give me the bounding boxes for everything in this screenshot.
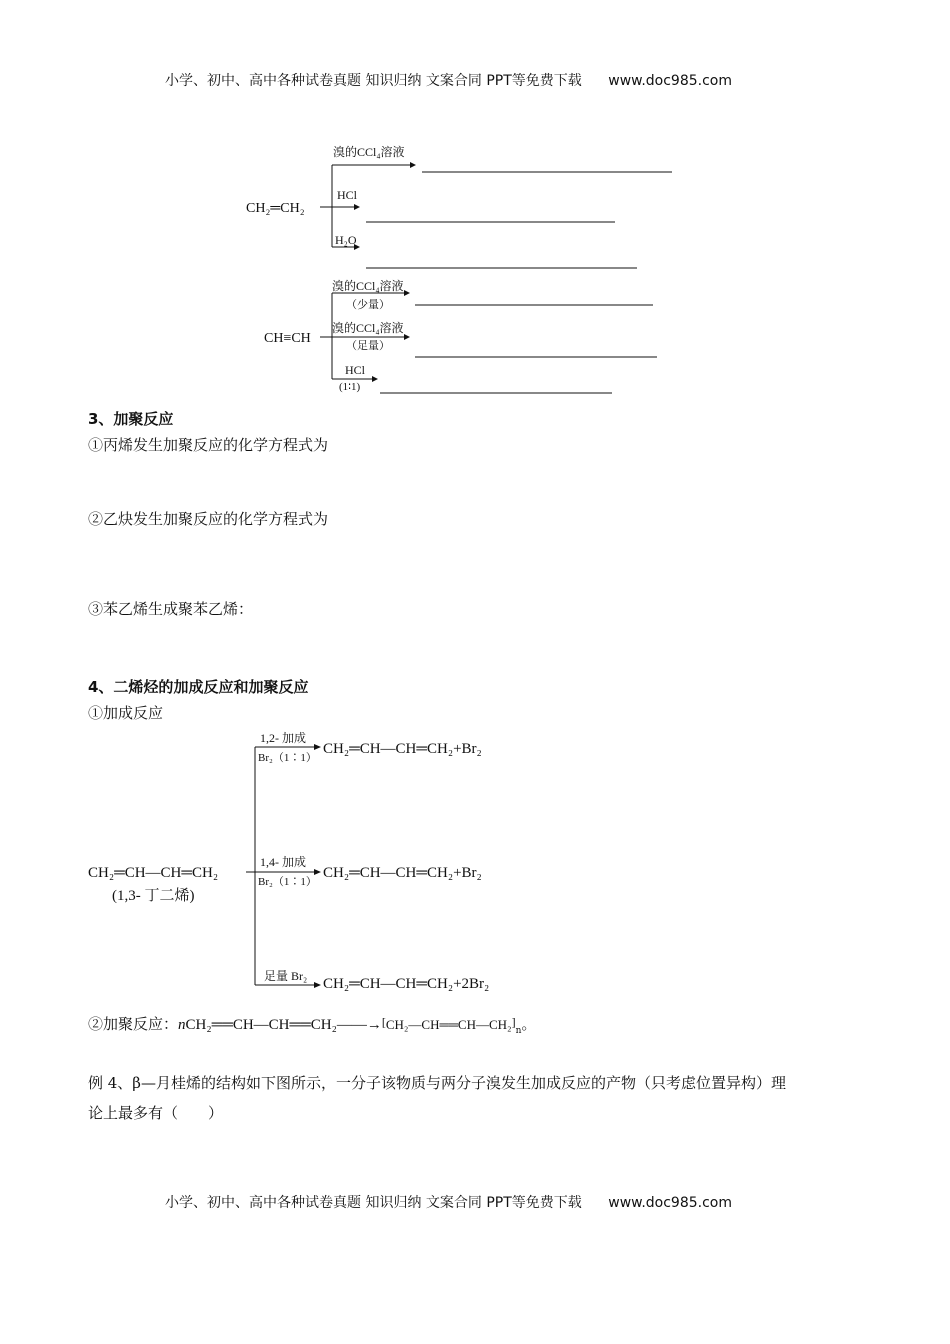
reaction-arrow: ——→	[336, 1017, 382, 1033]
polymerization-reactant: CH₂══CH—CH══CH₂	[185, 1017, 337, 1033]
acetylene-reaction-diagram	[0, 275, 950, 400]
example-4-line-1: 例 4、β—月桂烯的结构如下图所示，一分子该物质与两分子溴发生加成反应的产物（只考虑位置异构）理	[88, 1074, 786, 1092]
reagent-water: H₂O	[335, 233, 357, 247]
branch-reagent-1-4: Br₂（1∶1）	[258, 876, 317, 888]
acetylene-formula: CH≡CH	[264, 331, 311, 346]
example-4-line-2: 论上最多有（ ）	[88, 1104, 224, 1122]
footer-text: 小学、初中、高中各种试卷真题 知识归纳 文案合同 PPT等免费下载	[165, 1195, 582, 1211]
polymerization-equation	[88, 1013, 536, 1036]
coefficient-n: n	[178, 1017, 186, 1033]
butadiene-name: (1,3- 丁二烯)	[112, 888, 195, 904]
reagent-hcl: HCl	[337, 188, 358, 202]
butadiene-addition-diagram	[0, 725, 950, 1000]
condition-excess: （足量）	[346, 340, 390, 352]
condition-ratio: (1∶1)	[339, 381, 361, 393]
section-3-title: 3、加聚反应	[88, 410, 174, 428]
bracket-open: [	[381, 1015, 386, 1029]
ethylene-formula: CH₂═CH₂	[246, 201, 305, 216]
section-4-title: 4、二烯烃的加成反应和加聚反应	[88, 678, 309, 696]
branch-label-excess-br2: 足量 Br₂	[264, 969, 308, 983]
equation-1-2-addition: CH₂═CH—CH═CH₂+Br₂	[323, 741, 482, 757]
page-footer	[165, 1192, 732, 1212]
branch-reagent-1-2: Br₂（1∶1）	[258, 752, 317, 764]
ethylene-reaction-diagram	[0, 135, 950, 275]
bracket-close: ]	[511, 1015, 516, 1029]
polymer-repeat-unit: CH₂—CH══CH—CH₂	[385, 1017, 512, 1032]
section-3-item-2: ②乙炔发生加聚反应的化学方程式为	[88, 510, 329, 528]
branch-label-1-4-addition: 1,4- 加成	[260, 855, 306, 869]
footer-url: www.doc985.com	[608, 1195, 732, 1211]
branch-label-1-2-addition: 1,2- 加成	[260, 731, 306, 745]
section-3-item-3: ③苯乙烯生成聚苯乙烯：	[88, 600, 254, 618]
equation-1-4-addition: CH₂═CH—CH═CH₂+Br₂	[323, 865, 482, 881]
polymer-subscript-n: n	[515, 1026, 522, 1036]
header-text: 小学、初中、高中各种试卷真题 知识归纳 文案合同 PPT等免费下载	[165, 73, 582, 89]
section-4-sub1: ①加成反应	[88, 704, 164, 722]
header-url: www.doc985.com	[608, 73, 732, 89]
equation-excess-br2: CH₂═CH—CH═CH₂+2Br₂	[323, 976, 490, 992]
reagent-bromine-small: 溴的CCl₄溶液	[332, 279, 404, 293]
polymerization-label: ②加聚反应：	[88, 1015, 179, 1033]
page-header	[165, 70, 732, 90]
reagent-bromine-excess: 溴的CCl₄溶液	[332, 321, 404, 335]
reagent-bromine-ccl4: 溴的CCl₄溶液	[333, 145, 405, 159]
condition-small-amount: （少量）	[346, 299, 390, 311]
reagent-hcl-acetylene: HCl	[345, 363, 366, 377]
sentence-end: 。	[521, 1015, 537, 1033]
butadiene-formula: CH₂═CH—CH═CH₂	[88, 865, 219, 881]
section-3-item-1: ①丙烯发生加聚反应的化学方程式为	[88, 436, 329, 454]
